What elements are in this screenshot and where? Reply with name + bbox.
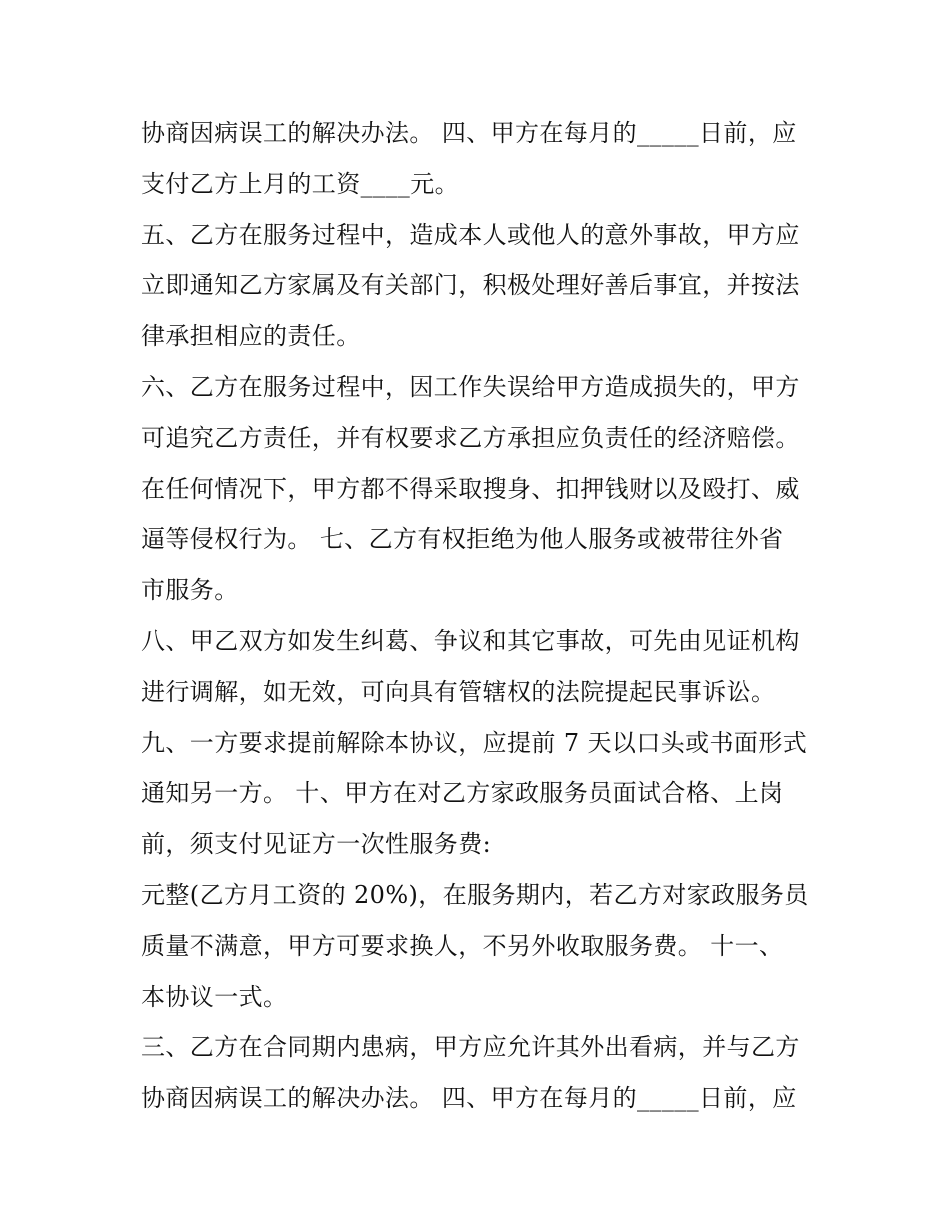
text-line: 前，须支付见证方一次性服务费: — [141, 830, 492, 859]
text-line: 协商因病误工的解决办法。 四、甲方在每月的_____日前，应 — [141, 119, 797, 147]
text-line: 三、乙方在合同期内患病，甲方应允许其外出看病，并与乙方 — [141, 1033, 800, 1062]
text-line: 进行调解，如无效，可向具有管辖权的法院提起民事诉讼。 — [141, 677, 776, 706]
text-line: 质量不满意，甲方可要求换人，不另外收取服务费。 十一、 — [141, 931, 784, 960]
text-line: 在任何情况下，甲方都不得采取搜身、扣押钱财以及殴打、威 — [141, 474, 800, 503]
text-line: 六、乙方在服务过程中，因工作失误给甲方造成损失的，甲方 — [141, 372, 800, 401]
text-line: 五、乙方在服务过程中，造成本人或他人的意外事故，甲方应 — [141, 220, 800, 249]
text-line: 元整(乙方月工资的 20%)，在服务期内，若乙方对家政服务员 — [141, 880, 809, 909]
text-line: 九、一方要求提前解除本协议，应提前 7 天以口头或书面形式 — [141, 728, 808, 757]
text-line: 通知另一方。 十、甲方在对乙方家政服务员面试合格、上岗 — [141, 779, 784, 808]
text-line: 市服务。 — [141, 576, 239, 605]
text-line: 八、甲乙双方如发生纠葛、争议和其它事故，可先由见证机构 — [141, 626, 800, 655]
text-line: 立即通知乙方家属及有关部门，积极处理好善后事宜，并按法 — [141, 271, 800, 300]
text-line: 可追究乙方责任，并有权要求乙方承担应负责任的经济赔偿。 — [141, 423, 800, 452]
text-line: 支付乙方上月的工资____元。 — [141, 169, 459, 198]
text-line: 本协议一式。 — [141, 982, 288, 1011]
text-line: 逼等侵权行为。 七、乙方有权拒绝为他人服务或被带往外省 — [141, 525, 784, 554]
text-line: 律承担相应的责任。 — [141, 322, 361, 351]
contract-body — [141, 108, 821, 1124]
text-line: 协商因病误工的解决办法。 四、甲方在每月的_____日前，应 — [141, 1084, 797, 1113]
